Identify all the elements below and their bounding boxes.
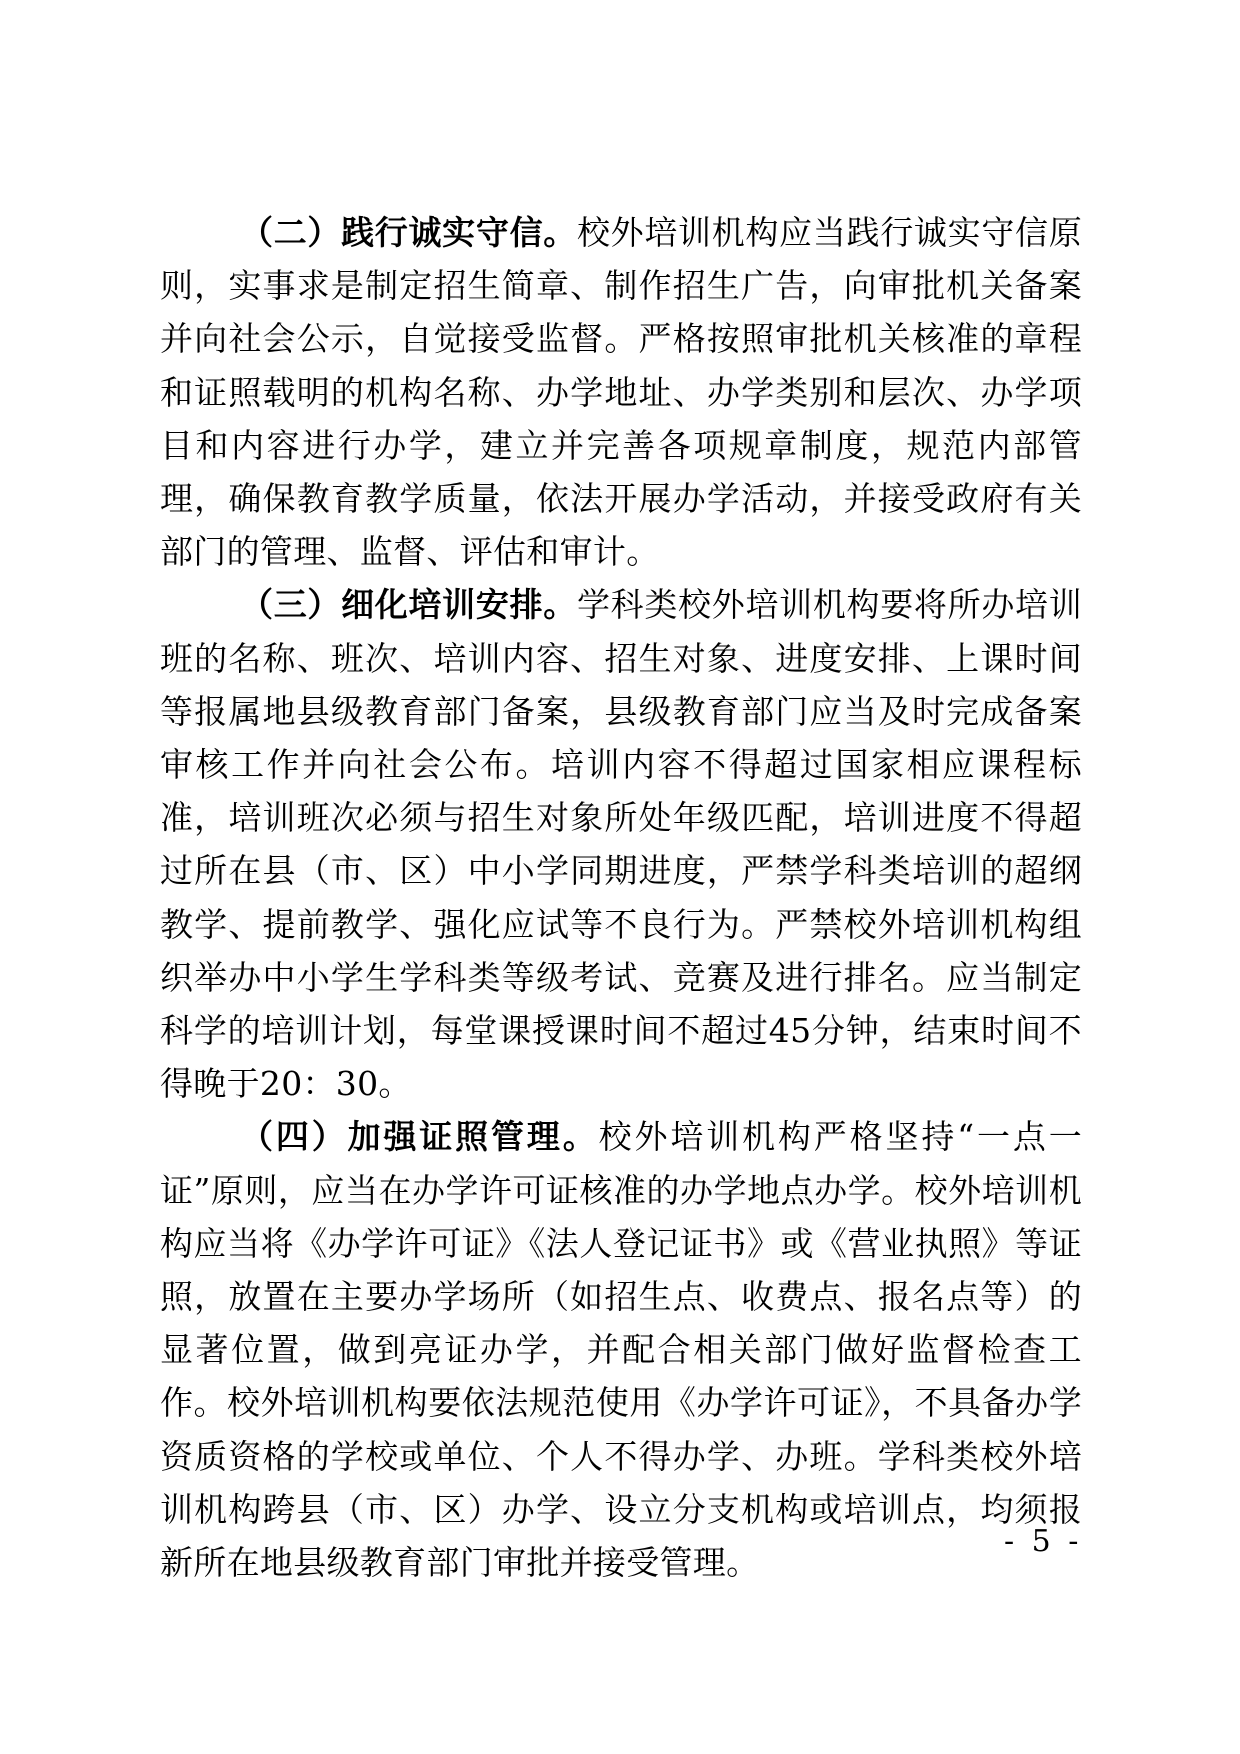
paragraph-practice-integrity [160,206,1082,578]
paragraph-text: 校外培训机构严格坚持“一点一证”原则，应当在办学许可证核准的办学地点办学。校外培训机构应当将《办学许可证》《法人登记证书》或《营业执照》等证照，放置在主要办学场所（如招生点、收费点、报名点等）的显著位置，做到亮证办学，并配合相关部门做好监督检查工作。校外培训机构要依法规范使用《办学许可证》，不具备办学资质资格的学校或单位、个人不得办学、办班。学科类校外培训机构跨县（市、区）办学、设立分支机构或培训点，均须报新所在地县级教育部门审批并接受管理。 [160,1117,1082,1583]
paragraph-license-management [160,1110,1082,1589]
paragraph-text: 校外培训机构应当践行诚实守信原则，实事求是制定招生简章、制作招生广告，向审批机关备案并向社会公示，自觉接受监督。严格按照审批机关核准的章程和证照载明的机构名称、办学地址、办学类别和层次、办学项目和内容进行办学，建立并完善各项规章制度，规范内部管理，确保教育教学质量，依法开展办学活动，并接受政府有关部门的管理、监督、评估和审计。 [160,213,1083,572]
page-number: - 5 - [1004,1524,1083,1559]
paragraph-text: 学科类校外培训机构要将所办培训班的名称、班次、培训内容、招生对象、进度安排、上课时间等报属地县级教育部门备案，县级教育部门应当及时完成备案审核工作并向社会公布。培训内容不得超过国家相应课程标准，培训班次必须与招生对象所处年级匹配，培训进度不得超过所在县（市、区）中小学同期进度，严禁学科类培训的超纲教学、提前教学、强化应试等不良行为。严禁校外培训机构组织举办中小学生学科类等级考试、竞赛及进行排名。应当制定科学的培训计划，每堂课授课时间不超过45分钟，结束时间不得晚于20：30。 [160,585,1083,1104]
section-heading: （三）细化培训安排。 [240,585,577,625]
section-heading: （四）加强证照管理。 [240,1117,599,1157]
paragraph-training-arrangements [160,578,1082,1110]
section-heading: （二）践行诚实守信。 [240,213,577,252]
document-body [160,206,1082,1589]
